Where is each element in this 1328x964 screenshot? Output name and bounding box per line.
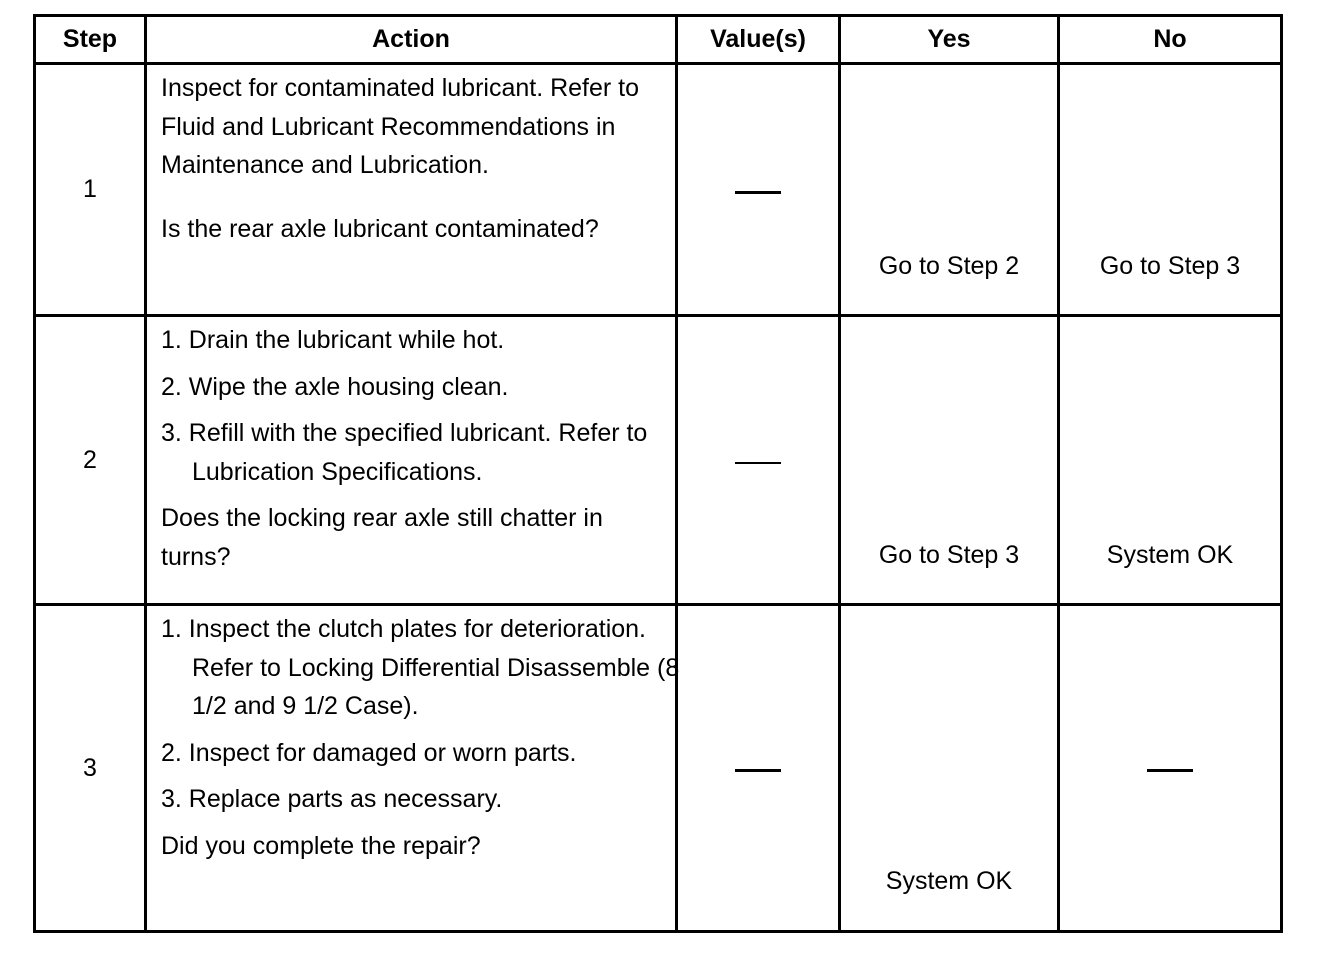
- action-item: 2. Wipe the axle housing clean.: [161, 372, 509, 401]
- yes-link[interactable]: Go to Step 3: [878, 541, 1020, 569]
- table-row: [35, 316, 1282, 605]
- header-row: [35, 16, 1282, 64]
- header-yes: Yes: [840, 16, 1059, 64]
- no-cell: [1059, 64, 1282, 316]
- action-item: 2. Inspect for damaged or worn parts.: [161, 738, 577, 767]
- header-values: Value(s): [677, 16, 840, 64]
- step-number: [35, 64, 146, 316]
- action-question: Does the locking rear axle still chatter in turns?: [161, 504, 603, 571]
- value-dash: [735, 769, 781, 772]
- table-row: [35, 605, 1282, 932]
- header-step: Step: [35, 16, 146, 64]
- action-cell: [146, 605, 680, 932]
- no-cell: [1059, 316, 1282, 605]
- value-dash: [735, 462, 781, 464]
- value-cell: [677, 605, 840, 932]
- value-dash: [735, 191, 781, 194]
- action-text: Inspect for contaminated lubricant. Refer to Fluid and Lubricant Recommendations in Maintenance and Lubrication.: [161, 74, 640, 179]
- step-number: [35, 605, 146, 932]
- action-item: 3. Refill with the specified lubricant. Refer to Lubrication Specifications.: [161, 419, 648, 486]
- step-number: [35, 316, 146, 605]
- no-cell: [1059, 605, 1282, 932]
- action-item: 1. Inspect the clutch plates for deterioration. Refer to Locking Differential Disassemble (8 1/2 and 9 1/2 Case).: [161, 615, 680, 720]
- action-cell: [146, 316, 677, 605]
- action-item: 1. Drain the lubricant while hot.: [161, 326, 505, 354]
- action-question: Is the rear axle lubricant contaminated?: [161, 214, 599, 243]
- no-link[interactable]: Go to Step 3: [1099, 252, 1241, 280]
- value-cell: [677, 64, 840, 316]
- diagnostic-table: [33, 14, 1283, 933]
- step-label: 1: [83, 175, 97, 203]
- action-question: Did you complete the repair?: [161, 831, 481, 860]
- step-label: 3: [83, 753, 97, 782]
- table-row: [35, 64, 1282, 316]
- yes-link[interactable]: System OK: [885, 867, 1013, 895]
- action-cell: [146, 64, 677, 316]
- header-no: No: [1059, 16, 1282, 64]
- action-item: 3. Replace parts as necessary.: [161, 785, 503, 813]
- step-label: 2: [83, 445, 97, 474]
- yes-link[interactable]: Go to Step 2: [878, 252, 1020, 280]
- yes-cell: [840, 64, 1059, 316]
- value-cell: [677, 316, 840, 605]
- no-link[interactable]: System OK: [1106, 541, 1234, 569]
- yes-cell: [840, 316, 1059, 605]
- yes-cell: [840, 605, 1059, 932]
- header-action: Action: [146, 16, 677, 64]
- no-dash: [1147, 769, 1193, 772]
